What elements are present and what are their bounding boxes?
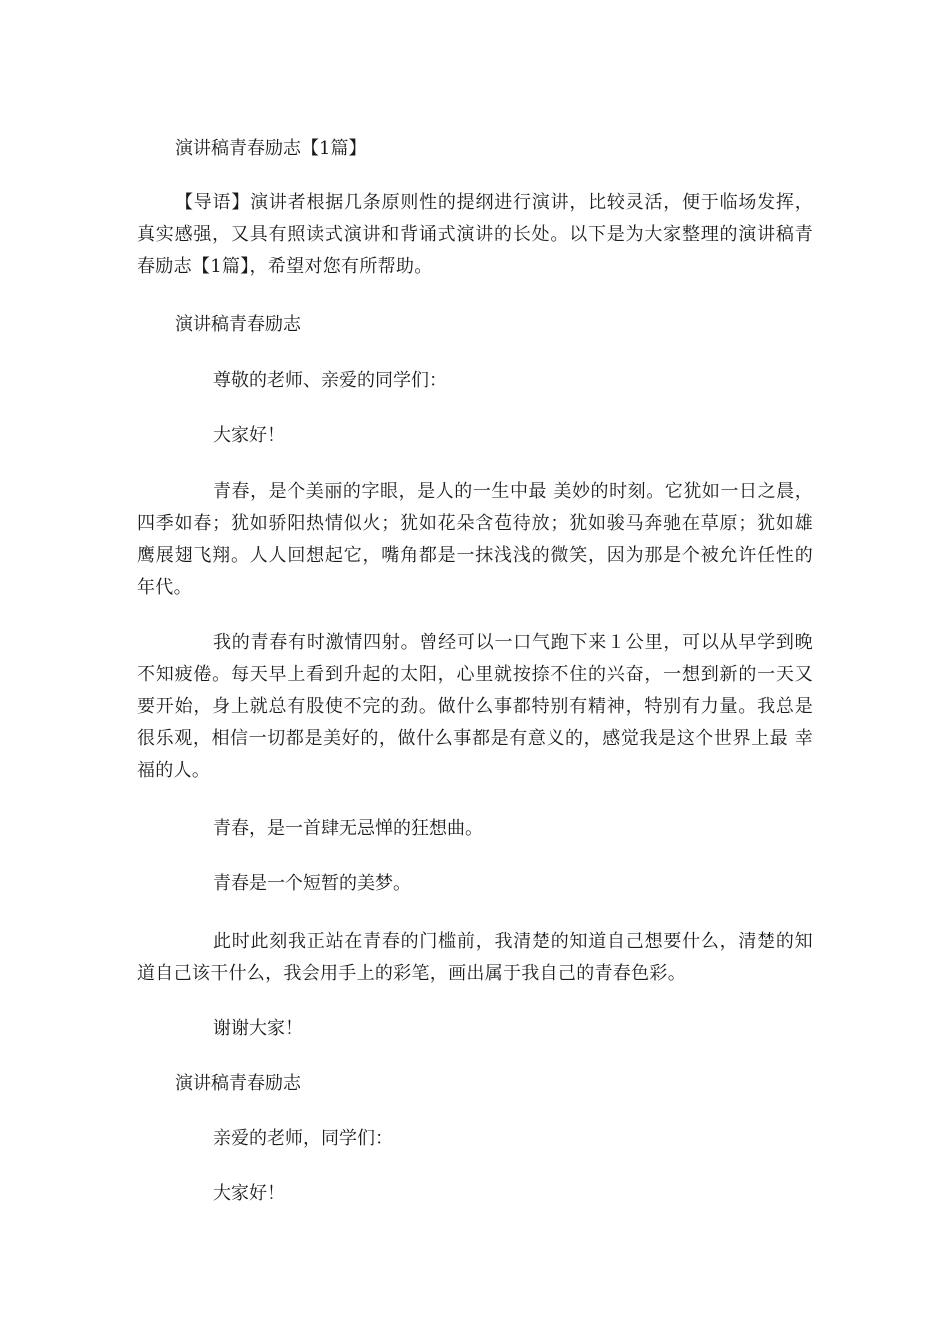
closing-thanks: 谢谢大家！: [213, 1018, 303, 1039]
salutation: 尊敬的老师、亲爱的同学们：: [213, 370, 447, 391]
body-paragraph: 青春，是个美丽的字眼，是人的一生中最 美妙的时刻。它犹如一日之晨，四季如春；犹如骄阳热情似火；犹如花朵含苞待放；犹如骏马奔驰在草原；犹如雄鹰展翅飞翔。人人回想起它，嘴角都是一抹浅浅的微笑，因为那是个被允许任性的年代。: [137, 481, 813, 598]
document-title: 演讲稿青春励志【1篇】: [175, 138, 367, 159]
salutation: 亲爱的老师，同学们：: [213, 1128, 393, 1149]
greeting: 大家好！: [213, 1183, 285, 1204]
body-paragraph: 我的青春有时激情四射。曾经可以一口气跑下来１公里，可以从早学到晚不知疲倦。每天早上看到升起的太阳，心里就按捺不住的兴奋，一想到新的一天又要开始，身上就总有股使不完的劲。做什么事都特别有精神，特别有力量。我总是很乐观，相信一切都是美好的，做什么事都是有意义的，感觉我是这个世界上最 幸福的人。: [137, 632, 813, 781]
section-heading: 演讲稿青春励志: [175, 314, 301, 335]
body-line: 青春是一个短暂的美梦。: [213, 873, 411, 894]
greeting: 大家好！: [213, 425, 285, 446]
body-line: 青春，是一首肆无忌惮的狂想曲。: [213, 818, 483, 839]
body-paragraph: 此时此刻我正站在青春的门槛前，我清楚的知道自己想要什么，清楚的知道自己该干什么，我会用手上的彩笔，画出属于我自己的青春色彩。: [137, 931, 813, 984]
intro-paragraph: 【导语】演讲者根据几条原则性的提纲进行演讲，比较灵活，便于临场发挥，真实感强，又具有照读式演讲和背诵式演讲的长处。以下是为大家整理的演讲稿青春励志【1篇】，希望对您有所帮助。: [137, 192, 813, 277]
section-heading: 演讲稿青春励志: [175, 1073, 301, 1094]
